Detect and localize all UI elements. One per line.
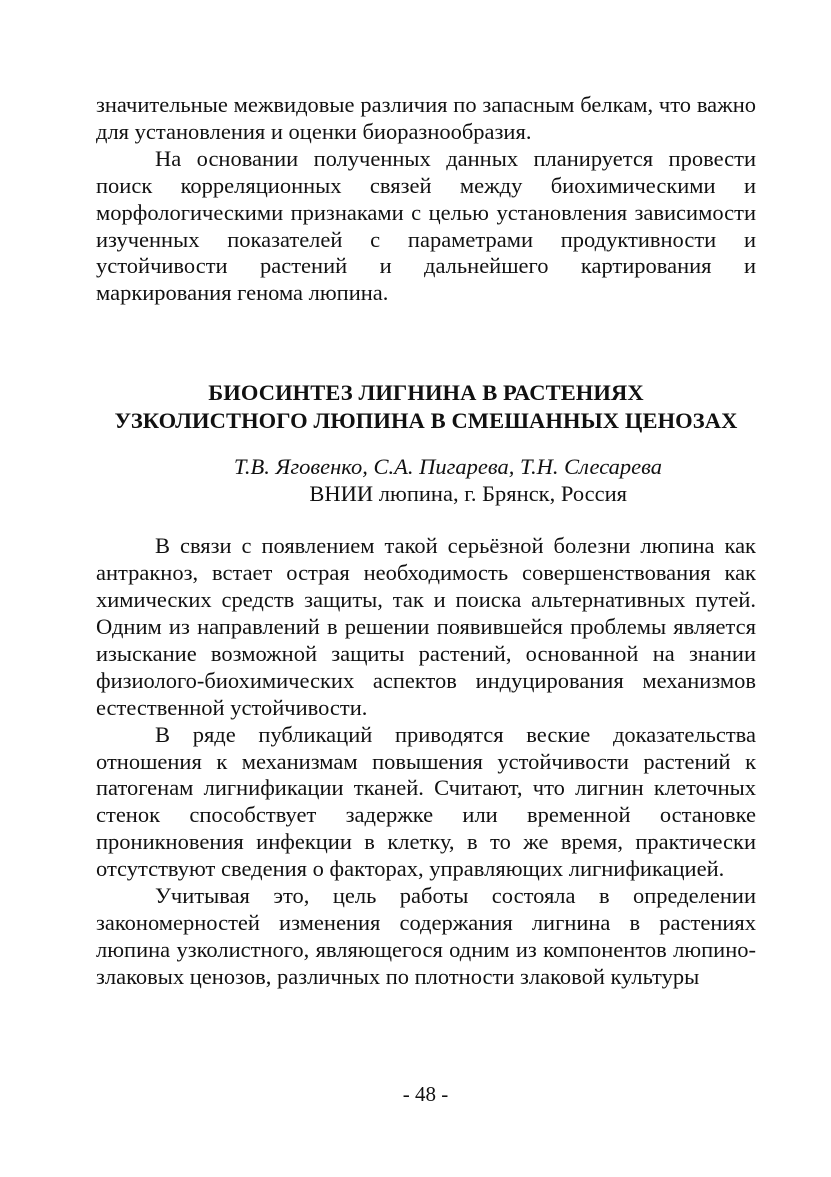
article-title-line-1: БИОСИНТЕЗ ЛИГНИНА В РАСТЕНИЯХ: [208, 380, 644, 406]
article-title-line-2: УЗКОЛИСТНОГО ЛЮПИНА В СМЕШАННЫХ ЦЕНОЗАХ: [114, 408, 738, 434]
page-number: - 48 -: [402, 1082, 449, 1106]
article-authors: Т.В. Яговенко, С.А. Пигарева, Т.Н. Слесарева: [233, 454, 662, 480]
article-paragraph-1: В связи с появлением такой серьёзной болезни люпина как антракноз, встает острая необходимость совершенствования как химических средств защиты, так и поиска альтернативных путей. Одним из направлений в решении появившейся проблемы является изыскание возможной защиты растений, основанной на знании физиолого-биохимических аспектов индуцирования механизмов естественной устойчивости.: [96, 533, 756, 720]
article-body: [96, 533, 756, 990]
article-paragraph-2: В ряде публикаций приводятся веские доказательства отношения к механизмам повышения устойчивости растений к патогенам лигнификации тканей. Считают, что лигнин клеточных стенок способствует задержке или временной остановке проникновения инфекции в клетку, в то же время, практически отсутствуют сведения о факторах, управляющих лигнификацией.: [96, 721, 756, 882]
article-header: [96, 379, 756, 507]
article-affiliation: ВНИИ люпина, г. Брянск, Россия: [309, 481, 627, 507]
intro-paragraph-2: На основании полученных данных планируется провести поиск корреляционных связей между биохимическими и морфологическими признаками с целью установления зависимости изученных показателей с параметрами продуктивности и устойчивости растений и дальнейшего картирования и маркирования генома люпина.: [96, 145, 756, 306]
document-page: [96, 92, 756, 991]
intro-paragraph-1: значительные межвидовые различия по запасным белкам, что важно для установления и оценки биоразнообразия.: [96, 92, 756, 144]
article-paragraph-3: Учитывая это, цель работы состояла в определении закономерностей изменения содержания лигнина в растениях люпина узколистного, являющегося одним из компонентов люпино-злаковых ценозов, различных по плотности злаковой культуры: [96, 883, 756, 989]
